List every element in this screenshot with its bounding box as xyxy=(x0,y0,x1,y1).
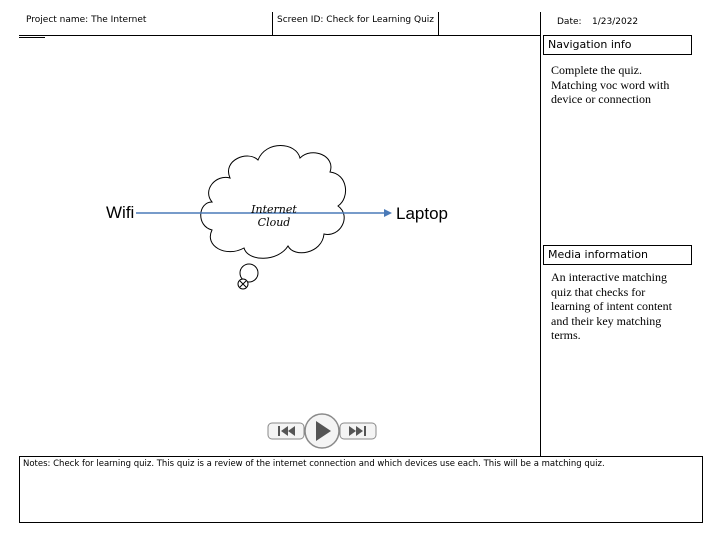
wifi-label: Wifi xyxy=(106,203,135,222)
rewind-button[interactable] xyxy=(268,423,304,439)
project-name: Project name: The Internet xyxy=(26,15,147,25)
date-value: 1/23/2022 xyxy=(592,17,639,27)
navigation-info-text: Complete the quiz. Matching voc word with device or connection xyxy=(551,63,670,106)
cloud-label xyxy=(246,203,302,229)
cloud-label-line2: Cloud xyxy=(257,216,291,229)
screen-id: Screen ID: Check for Learning Quiz xyxy=(277,15,435,25)
navigation-info-title: Navigation info xyxy=(543,35,692,55)
play-button[interactable] xyxy=(305,414,339,448)
notes-box xyxy=(19,456,703,523)
cloud-shape xyxy=(201,146,346,259)
cloud-label-line1: Internet xyxy=(251,203,297,216)
date-label: Date: xyxy=(557,17,582,27)
media-info-text: An interactive matching quiz that checks for learning of intent content and their key matching terms. xyxy=(551,270,672,342)
media-info-title: Media information xyxy=(543,245,692,265)
laptop-label: Laptop xyxy=(396,204,448,223)
forward-button[interactable] xyxy=(340,423,376,439)
notes-text: Notes: Check for learning quiz. This quiz is a review of the internet connection and which devices use each. This will be a matching quiz. xyxy=(23,459,605,469)
